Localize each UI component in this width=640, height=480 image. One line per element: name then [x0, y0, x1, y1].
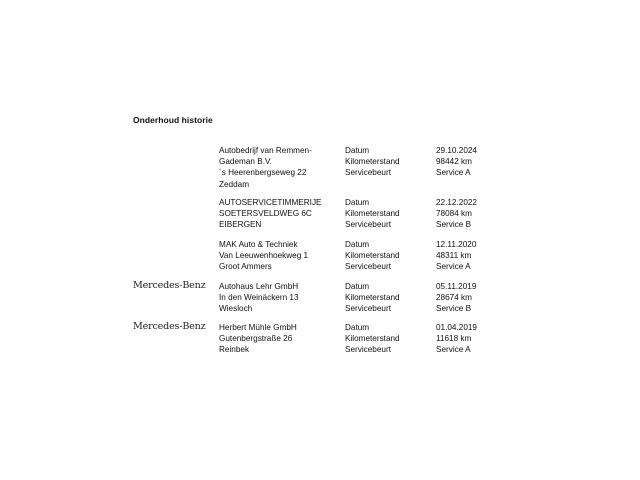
date-value: 05.11.2019 [436, 282, 477, 291]
dealer-address-line: In den Weinäckern 13 [219, 293, 299, 303]
field-values [436, 197, 506, 231]
service-value: Service A [436, 345, 471, 355]
service-value: Service B [436, 220, 472, 230]
date-value: 12.11.2020 [436, 240, 477, 249]
service-label: Servicebeurt [345, 304, 391, 314]
dealer-address [219, 145, 339, 190]
service-label: Servicebeurt [345, 345, 391, 355]
field-labels [345, 145, 430, 179]
dealer-address-line: SOETERSVELDWEG 6C [219, 209, 312, 219]
dealer-address [219, 239, 339, 273]
service-value: Service B [436, 304, 472, 314]
mileage-value: 28674 km [436, 293, 472, 303]
mercedes-benz-logo: Mercedes-Benz [133, 321, 206, 332]
mileage-value: 78084 km [436, 209, 472, 219]
field-labels [345, 281, 430, 315]
dealer-address-line: Groot Ammers [219, 262, 272, 272]
dealer-address-line: Reinbek [219, 345, 250, 355]
date-label: Datum [345, 323, 370, 332]
field-values [436, 322, 506, 356]
date-label: Datum [345, 240, 370, 249]
field-labels [345, 197, 430, 231]
dealer-address [219, 281, 339, 315]
date-value: 29.10.2024 [436, 146, 477, 155]
mileage-value: 11618 km [436, 334, 472, 344]
date-value: 01.04.2019 [436, 323, 477, 332]
dealer-address [219, 322, 339, 356]
mileage-label: Kilometerstand [345, 209, 400, 219]
dealer-address-line: Autohaus Lehr GmbH [219, 282, 299, 291]
maintenance-history-title: Onderhoud historie [133, 115, 213, 125]
dealer-address-line: Herbert Mühle GmbH [219, 323, 297, 332]
dealer-address-line: MAK Auto & Techniek [219, 240, 298, 249]
mileage-label: Kilometerstand [345, 251, 400, 261]
dealer-address-line: Wiesloch [219, 304, 253, 314]
field-values [436, 145, 506, 179]
dealer-address [219, 197, 339, 231]
date-label: Datum [345, 282, 370, 291]
dealer-address-line: AUTOSERVICETIMMERIJE [219, 198, 322, 207]
dealer-address-line: EIBERGEN [219, 220, 262, 230]
dealer-address-line: Gutenbergstraße 26 [219, 334, 293, 344]
mileage-value: 98442 km [436, 157, 472, 167]
dealer-address-line: Zeddam [219, 179, 250, 189]
service-value: Service A [436, 168, 471, 178]
service-label: Servicebeurt [345, 220, 391, 230]
service-label: Servicebeurt [345, 262, 391, 272]
date-label: Datum [345, 146, 370, 155]
field-values [436, 239, 506, 273]
service-label: Servicebeurt [345, 168, 391, 178]
mileage-value: 48311 km [436, 251, 472, 261]
dealer-address-line: Van Leeuwenhoekweg 1 [219, 251, 309, 261]
dealer-address-line: ´s Heerenbergseweg 22 [219, 168, 307, 178]
dealer-address-line: Gademan B.V. [219, 157, 272, 167]
date-label: Datum [345, 198, 370, 207]
field-values [436, 281, 506, 315]
field-labels [345, 322, 430, 356]
dealer-address-line: Autobedrijf van Remmen- [219, 146, 312, 155]
date-value: 22.12.2022 [436, 198, 477, 207]
mercedes-benz-logo: Mercedes-Benz [133, 280, 206, 291]
service-value: Service A [436, 262, 471, 272]
mileage-label: Kilometerstand [345, 157, 400, 167]
field-labels [345, 239, 430, 273]
mileage-label: Kilometerstand [345, 334, 400, 344]
mileage-label: Kilometerstand [345, 293, 400, 303]
